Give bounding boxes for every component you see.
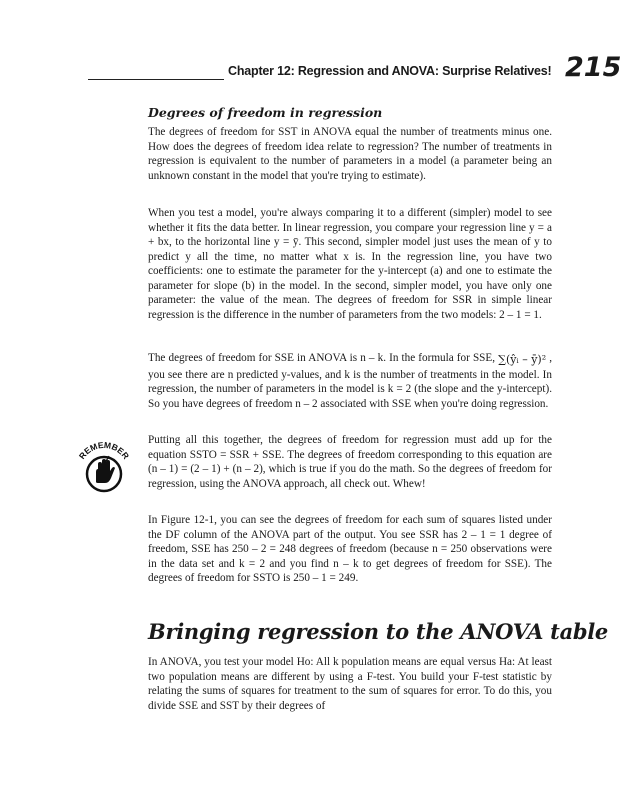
paragraph	[148, 655, 552, 713]
paragraph-text: Putting all this together, the degrees of freedom for regression must add up for the equation SSTO = SSR + SSE. The degrees of freedom corresponding to this equation are (n – 1) = (2 – 1) + (n – 2), which is true if you do the math. So the degrees of freedom for regression, using the ANOVA approach, all check out. Whew!	[148, 434, 552, 490]
paragraph-text-part: , you see there are n predicted y-values, and k is the number of treatments in the model. In regression, the number of parameters in the model is k = 2 (the slope and the y-intercept). So you have degrees of freedom n – 2 associated with SSE when you're doing regression.	[148, 352, 553, 410]
subheading: Degrees of freedom in regression	[148, 105, 383, 120]
paragraph	[148, 433, 552, 491]
paragraph-text: In ANOVA, you test your model Ho: All k population means are equal versus Ha: At least two population means are different by using a F-test. You build your F-test statistic by relating the sums of squares for treatment to the sum of squares for error. To do this, you divide SSE and SST by their degrees of	[148, 656, 552, 712]
paragraph	[148, 513, 552, 586]
paragraph-text: The degrees of freedom for SST in ANOVA equal the number of treatments minus one. How does the degrees of freedom idea relate to regression? The number of treatments in regression is equivalent to the number of parameters in a model (a parameter being an unknown constant in the model that you're trying to estimate).	[148, 126, 552, 182]
remember-icon	[72, 436, 136, 500]
header-rule	[88, 79, 224, 80]
remember-label: REMEMBER	[76, 439, 132, 461]
paragraph-text	[148, 351, 552, 411]
running-header: Chapter 12: Regression and ANOVA: Surprise Relatives!	[228, 64, 552, 78]
page-number: 215	[565, 52, 622, 83]
section-heading: Bringing regression to the ANOVA table	[148, 619, 608, 644]
paragraph-text: In Figure 12-1, you can see the degrees of freedom for each sum of squares listed under the DF column of the ANOVA part of the output. You see SSR has 2 – 1 = 1 degree of freedom, SSE has 250 – 2 = 248 degrees of freedom (because n = 250 observations were in the data set and k = 2 and you find n – k to get degrees of freedom for SSE). The degrees of freedom for SSTO is 250 – 1 = 249.	[148, 514, 552, 584]
paragraph	[148, 351, 552, 411]
paragraph-text-part: The degrees of freedom for SSE in ANOVA is n – k. In the formula for SSE,	[148, 352, 496, 364]
paragraph	[148, 125, 552, 183]
sse-formula: ∑(ŷᵢ – ȳ)²	[498, 353, 547, 366]
paragraph-text: When you test a model, you're always comparing it to a different (simpler) model to see whether it fits the data better. In linear regression, you compare your regression line y = a + bx, to the horizontal line y = ȳ. This second, simpler model just uses the mean of y to predict y all the time, no matter what x is. In the regression line, you have two coefficients: one to estimate the parameter for the y-intercept (a) and one to estimate the parameter for slope (b) in the model. In the second, simpler model, you have only one parameter: the value of the mean. The degrees of freedom for SSR in simple linear regression is the difference in the number of parameters from the two models: 2 – 1 = 1.	[148, 207, 552, 321]
paragraph	[148, 206, 552, 322]
